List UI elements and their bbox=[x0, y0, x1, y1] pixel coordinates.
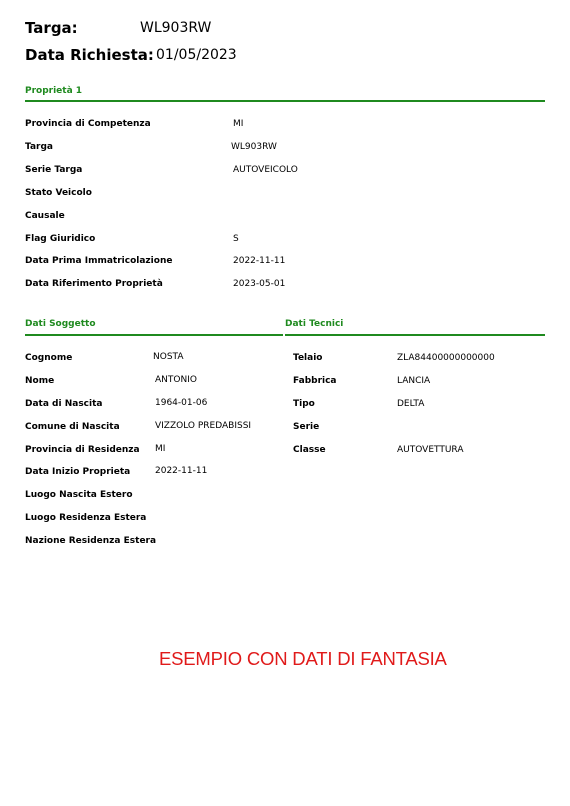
section-title-proprieta: Proprietà 1 bbox=[25, 86, 83, 96]
field-label: Fabbrica bbox=[293, 376, 337, 386]
field-value: 2022-11-11 bbox=[233, 256, 286, 266]
field-value: MI bbox=[155, 444, 166, 454]
field-label: Classe bbox=[293, 445, 326, 455]
field-label: Serie bbox=[293, 422, 320, 432]
field-value: AUTOVEICOLO bbox=[233, 165, 298, 175]
field-label: Flag Giuridico bbox=[25, 234, 96, 244]
field-label: Provincia di Competenza bbox=[25, 119, 151, 129]
field-value: MI bbox=[233, 119, 244, 129]
sample-data-watermark: ESEMPIO CON DATI DI FANTASIA bbox=[159, 648, 447, 669]
field-label: Luogo Nascita Estero bbox=[25, 490, 133, 500]
targa-header-label: Targa: bbox=[25, 19, 78, 37]
targa-header-value: WL903RW bbox=[140, 20, 212, 36]
field-value: ZLA84400000000000 bbox=[397, 353, 495, 363]
field-label: Serie Targa bbox=[25, 165, 83, 175]
section-divider-soggetto bbox=[25, 334, 283, 336]
field-label: Telaio bbox=[293, 353, 323, 363]
field-label: Comune di Nascita bbox=[25, 422, 120, 432]
data-richiesta-label: Data Richiesta: bbox=[25, 46, 154, 64]
field-value: 2023-05-01 bbox=[233, 279, 286, 289]
field-label: Nome bbox=[25, 376, 55, 386]
section-title-soggetto: Dati Soggetto bbox=[25, 319, 96, 329]
section-divider-tecnici bbox=[285, 334, 545, 336]
field-value: DELTA bbox=[397, 399, 425, 409]
field-label: Stato Veicolo bbox=[25, 188, 92, 198]
field-value: WL903RW bbox=[231, 142, 277, 152]
field-value: AUTOVETTURA bbox=[397, 445, 464, 455]
field-value: 1964-01-06 bbox=[155, 398, 208, 408]
field-label: Data di Nascita bbox=[25, 399, 103, 409]
field-label: Nazione Residenza Estera bbox=[25, 536, 157, 546]
data-richiesta-value: 01/05/2023 bbox=[156, 47, 237, 63]
field-label: Tipo bbox=[293, 399, 315, 409]
field-label: Luogo Residenza Estera bbox=[25, 513, 147, 523]
field-label: Data Prima Immatricolazione bbox=[25, 256, 173, 266]
field-label: Data Riferimento Proprietà bbox=[25, 279, 163, 289]
field-value: S bbox=[233, 234, 239, 244]
field-value: 2022-11-11 bbox=[155, 466, 208, 476]
field-value: NOSTA bbox=[153, 352, 184, 362]
field-value: LANCIA bbox=[397, 376, 431, 386]
field-value: ANTONIO bbox=[155, 375, 197, 385]
field-label: Cognome bbox=[25, 353, 73, 363]
section-divider-proprieta bbox=[25, 100, 545, 102]
field-label: Provincia di Residenza bbox=[25, 445, 140, 455]
field-value: VIZZOLO PREDABISSI bbox=[155, 421, 252, 431]
field-label: Causale bbox=[25, 211, 65, 221]
field-label: Targa bbox=[25, 142, 54, 152]
field-label: Data Inizio Proprieta bbox=[25, 467, 131, 477]
section-title-tecnici: Dati Tecnici bbox=[285, 319, 344, 329]
